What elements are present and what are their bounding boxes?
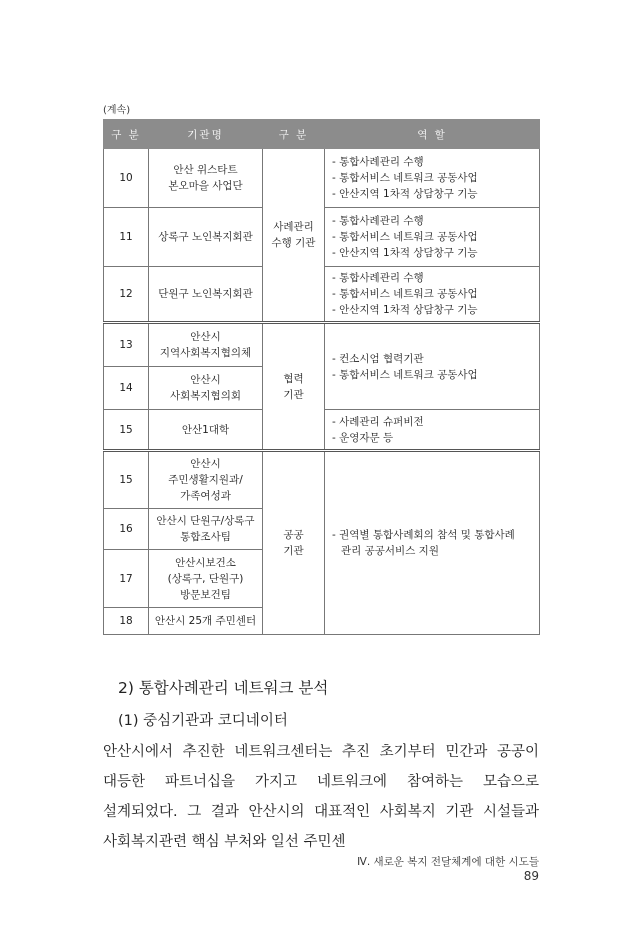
row-number: 16 (104, 509, 149, 550)
org-name-line: 상록구 노인복지회관 (158, 231, 253, 243)
org-name (149, 608, 263, 635)
row-number: 10 (104, 149, 149, 208)
org-name-line: 안산1대학 (181, 423, 230, 436)
role-cell (325, 267, 540, 323)
role-item: 관리 공공서비스 지원 (341, 545, 439, 557)
page-number: 89 (523, 869, 539, 883)
org-name-line: 지역사회복지협의체 (159, 347, 252, 359)
org-name-line: 안산시 25개 주민센터 (154, 615, 257, 627)
table-row (104, 451, 540, 509)
group-label-line: 수행 기관 (271, 237, 316, 249)
role-item: - 컨소시엄 협력기관 (332, 352, 424, 365)
group-case-management (263, 149, 325, 323)
agency-role-table (103, 119, 540, 635)
table-header-row (104, 120, 540, 149)
org-name (149, 367, 263, 410)
org-name-line: 안산 위스타트 (173, 164, 238, 176)
role-item: - 안산지역 1차적 상담창구 기능 (332, 188, 478, 200)
group-label-line: 공공 (283, 529, 304, 541)
row-number: 14 (104, 367, 149, 410)
org-name-line: 안산시 (190, 331, 221, 343)
org-name-line: 본오마을 사업단 (168, 180, 243, 192)
group-label-line: 사례관리 (273, 221, 314, 233)
role-item: - 사례관리 슈퍼비전 (332, 415, 424, 428)
role-item: - 통합사례관리 수행 (332, 215, 424, 227)
group-cooperation (263, 323, 325, 451)
table-row (104, 149, 540, 208)
row-number: 15 (104, 451, 149, 509)
role-item: - 권역별 통합사례회의 참석 및 통합사례 (332, 529, 515, 541)
continued-label: (계속) (103, 105, 131, 116)
role-item: - 통합사례관리 수행 (332, 272, 424, 284)
org-name (149, 509, 263, 550)
group-label-line: 기관 (283, 545, 304, 557)
role-item: - 통합서비스 네트워크 공동사업 (332, 172, 478, 184)
row-number: 15 (104, 410, 149, 451)
role-cell (325, 149, 540, 208)
row-number: 13 (104, 323, 149, 367)
org-name (149, 149, 263, 208)
org-name-line: 안산시 단원구/상록구 (156, 515, 255, 527)
group-public (263, 451, 325, 635)
group-label-line: 협력 (283, 372, 304, 385)
group-label-line: 기관 (283, 388, 304, 401)
role-cell (325, 208, 540, 267)
section-heading: 2) 통합사례관리 네트워크 분석 (118, 679, 329, 697)
role-cell (325, 410, 540, 451)
header-category-2: 구 분 (263, 120, 325, 149)
body-paragraph: 안산시에서 추진한 네트워크센터는 추진 초기부터 민간과 공공이 대등한 파트너십을 가지고 네트워크에 참여하는 모습으로 설계되었다. 그 결과 안산시의 대표적인 사회복지 기관 시설들과 사회복지관련 핵심 부처와 일선 주민센 (103, 744, 539, 850)
header-category: 구 분 (104, 120, 149, 149)
header-role: 역 할 (325, 120, 540, 149)
subsection-heading: (1) 중심기관과 코디네이터 (118, 713, 288, 729)
role-item: - 안산지역 1차적 상담창구 기능 (332, 304, 478, 316)
role-item: - 통합서비스 네트워크 공동사업 (332, 288, 478, 300)
org-name-line: 안산시 (190, 458, 221, 470)
org-name-line: 안산시보건소 (175, 556, 236, 569)
org-name-line: 가족여성과 (180, 490, 231, 502)
org-name-line: 방문보건팀 (180, 588, 231, 601)
role-cell (325, 451, 540, 635)
org-name (149, 451, 263, 509)
org-name (149, 550, 263, 608)
role-cell (325, 323, 540, 410)
org-name (149, 323, 263, 367)
org-name-line: 사회복지협의회 (169, 390, 241, 402)
role-item: - 운영자문 등 (332, 431, 394, 444)
org-name-line: 주민생활지원과/ (168, 474, 243, 486)
org-name-line: 안산시 (190, 374, 221, 386)
role-item: - 통합서비스 네트워크 공동사업 (332, 368, 478, 381)
header-org-name: 기관명 (149, 120, 263, 149)
row-number: 12 (104, 267, 149, 323)
org-name (149, 267, 263, 323)
table-row (104, 323, 540, 367)
row-number: 18 (104, 608, 149, 635)
org-name-line: 통합조사팀 (180, 531, 231, 543)
role-item: - 통합서비스 네트워크 공동사업 (332, 231, 478, 243)
org-name (149, 208, 263, 267)
page-footer (343, 854, 539, 883)
org-name-line: 단원구 노인복지회관 (158, 288, 253, 300)
row-number: 17 (104, 550, 149, 608)
role-item: - 통합사례관리 수행 (332, 156, 424, 168)
role-item: - 안산지역 1차적 상담창구 기능 (332, 247, 478, 259)
chapter-title: Ⅳ. 새로운 복지 전달체계에 대한 시도들 (357, 856, 539, 868)
org-name (149, 410, 263, 451)
org-name-line: (상록구, 단원구) (167, 572, 244, 585)
row-number: 11 (104, 208, 149, 267)
